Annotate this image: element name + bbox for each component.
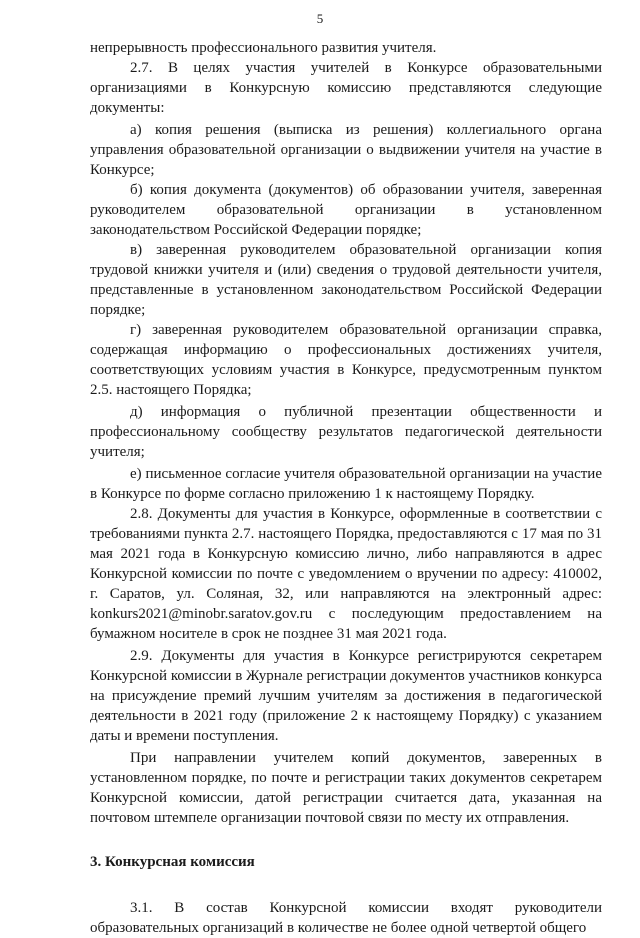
paragraph-continuation: непрерывность профессионального развития учителя. xyxy=(90,40,437,56)
paragraph-2-8: 2.8. Документы для участия в Конкурсе, оформленные в соответствии с требованиями пункта 2.7. настоящего Порядка, предоставляются с 17 мая по 31 мая 2021 года в Конкурсную комиссию лично, либо направляются в адрес Конкурсной комиссии по почте с уведомлением о вручении по адресу: 410002, г. Саратов, ул. Соляная, 32, или направляются на электронный адрес: konkurs2021@minobr.saratov.gov.ru с последующим предоставлением на бумажном носителе в срок не позднее 31 мая 2021 года. xyxy=(90,506,602,642)
list-item-v: в) заверенная руководителем образовательной организации копия трудовой книжки учителя и (или) сведения о трудовой деятельности учителя, представленные в установленном законодательством Российской Федерации порядке; xyxy=(90,242,602,318)
paragraph-postal-registration: При направлении учителем копий документов, заверенных в установленном порядке, по почте и регистрации таких документов секретарем Конкурсной комиссии, датой регистрации считается дата, указанная на почтовом штемпеле организации почтовой связи по месту их отправления. xyxy=(90,750,602,826)
paragraph-2-9: 2.9. Документы для участия в Конкурсе регистрируются секретарем Конкурсной комиссии в Журнале регистрации документов участников конкурса на присуждение премий лучшим учителям за достижения в педагогической деятельности в 2021 году (приложение 2 к настоящему Порядку) с указанием даты и времени поступления. xyxy=(90,648,603,744)
list-item-a: а) копия решения (выписка из решения) коллегиального органа управления образовательной организации о выдвижении учителя на участие в Конкурсе; xyxy=(90,122,602,178)
paragraph-2-7: 2.7. В целях участия учителей в Конкурсе образовательными организациями в Конкурсную комиссию представляются следующие документы: xyxy=(90,60,602,116)
document-body xyxy=(90,38,602,938)
section-heading: 3. Конкурсная комиссия xyxy=(90,854,255,870)
list-item-d: д) информация о публичной презентации общественности и профессиональному сообществу результатов педагогической деятельности учителя; xyxy=(90,404,602,460)
list-item-g: г) заверенная руководителем образовательной организации справка, содержащая информацию о профессиональных достижениях учителя, соответствующих условиям участия в Конкурсе, предусмотренным пунктом 2.5. настоящего Порядка; xyxy=(90,322,602,398)
page-number: 5 xyxy=(316,11,324,26)
list-item-e: е) письменное согласие учителя образовательной организации на участие в Конкурсе по форме согласно приложению 1 к настоящему Порядку. xyxy=(90,466,602,502)
list-item-b: б) копия документа (документов) об образовании учителя, заверенная руководителем образовательной организации в установленном законодательством Российской Федерации порядке; xyxy=(90,182,602,238)
paragraph-3-1: 3.1. В состав Конкурсной комиссии входят руководители образовательных организаций в количестве не более одной четвертой общего xyxy=(90,900,602,936)
